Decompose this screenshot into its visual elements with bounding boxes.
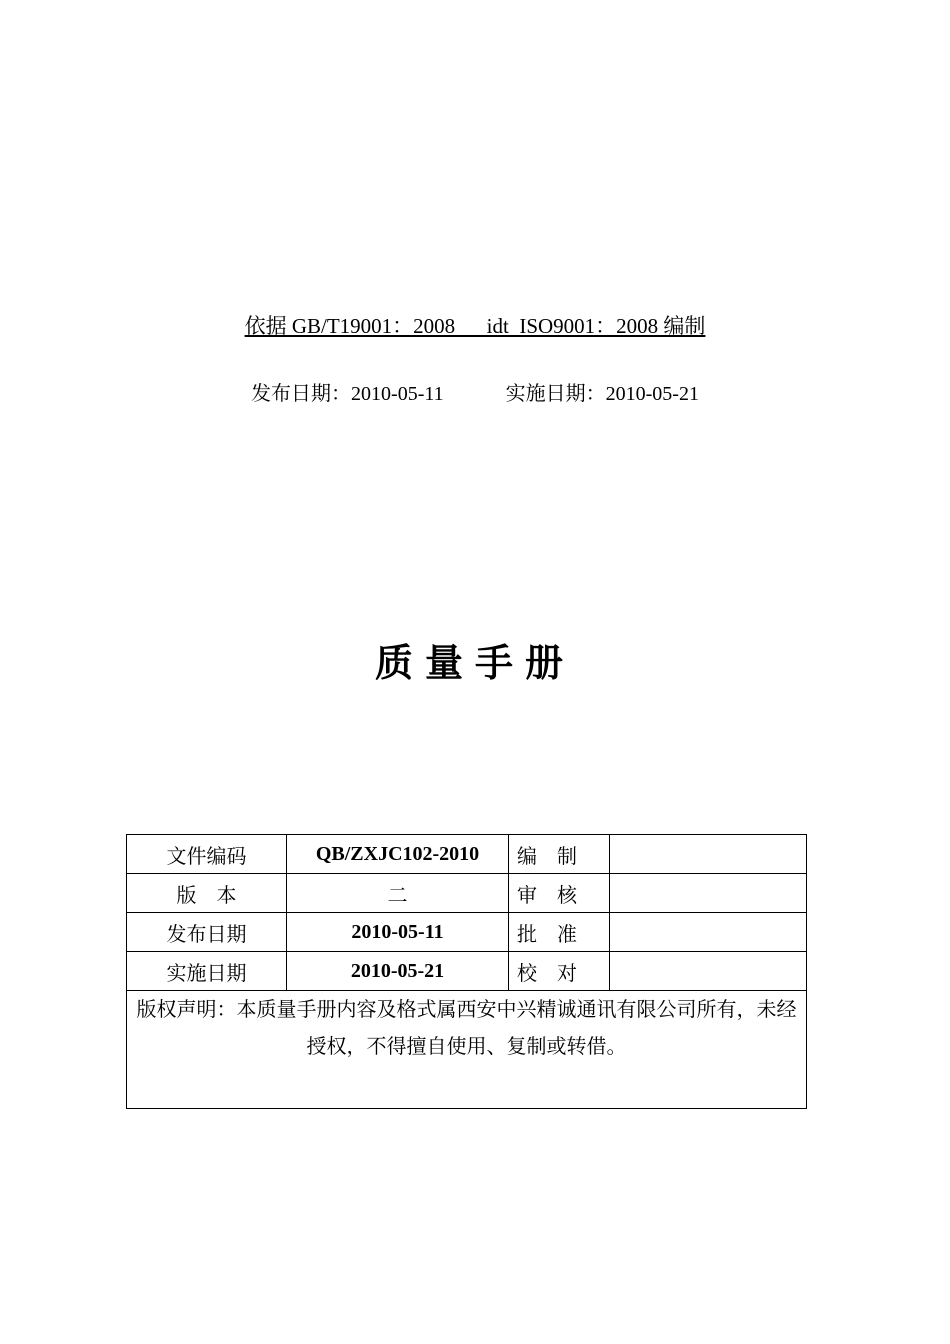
- issue-date-value: 2010-05-11: [287, 913, 509, 952]
- reviewed-by-value: [610, 874, 807, 913]
- proofread-by-value: [610, 952, 807, 991]
- document-info-table: [126, 834, 807, 1109]
- reviewed-by-label: 审 核: [509, 874, 610, 913]
- copyright-notice: 版权声明：本质量手册内容及格式属西安中兴精诚通讯有限公司所有，未经授权，不得擅自使用、复制或转借。: [127, 991, 807, 1109]
- table-row: [127, 835, 807, 874]
- basis-text: 依据 GB/T19001：2008 idt ISO9001：2008 编制: [244, 314, 706, 338]
- approved-by-label: 批 准: [509, 913, 610, 952]
- proofread-by-label: 校 对: [509, 952, 610, 991]
- table-row: [127, 952, 807, 991]
- issue-date-label: 发布日期: [127, 913, 287, 952]
- table-row: [127, 913, 807, 952]
- document-title: 质量手册: [374, 641, 575, 685]
- basis-statement: [0, 310, 950, 340]
- effective-date-value: 2010-05-21: [287, 952, 509, 991]
- table-row: [127, 874, 807, 913]
- approved-by-value: [610, 913, 807, 952]
- issue-date: 发布日期：2010-05-11: [251, 383, 444, 405]
- compiled-by-value: [610, 835, 807, 874]
- effective-date-label: 实施日期: [127, 952, 287, 991]
- compiled-by-label: 编 制: [509, 835, 610, 874]
- effective-date: 实施日期：2010-05-21: [505, 383, 699, 405]
- file-code-label: 文件编码: [127, 835, 287, 874]
- date-line: [0, 377, 950, 406]
- file-code-value: QB/ZXJC102-2010: [287, 835, 509, 874]
- table-row: [127, 991, 807, 1109]
- version-value: 二: [287, 874, 509, 913]
- version-label: 版 本: [127, 874, 287, 913]
